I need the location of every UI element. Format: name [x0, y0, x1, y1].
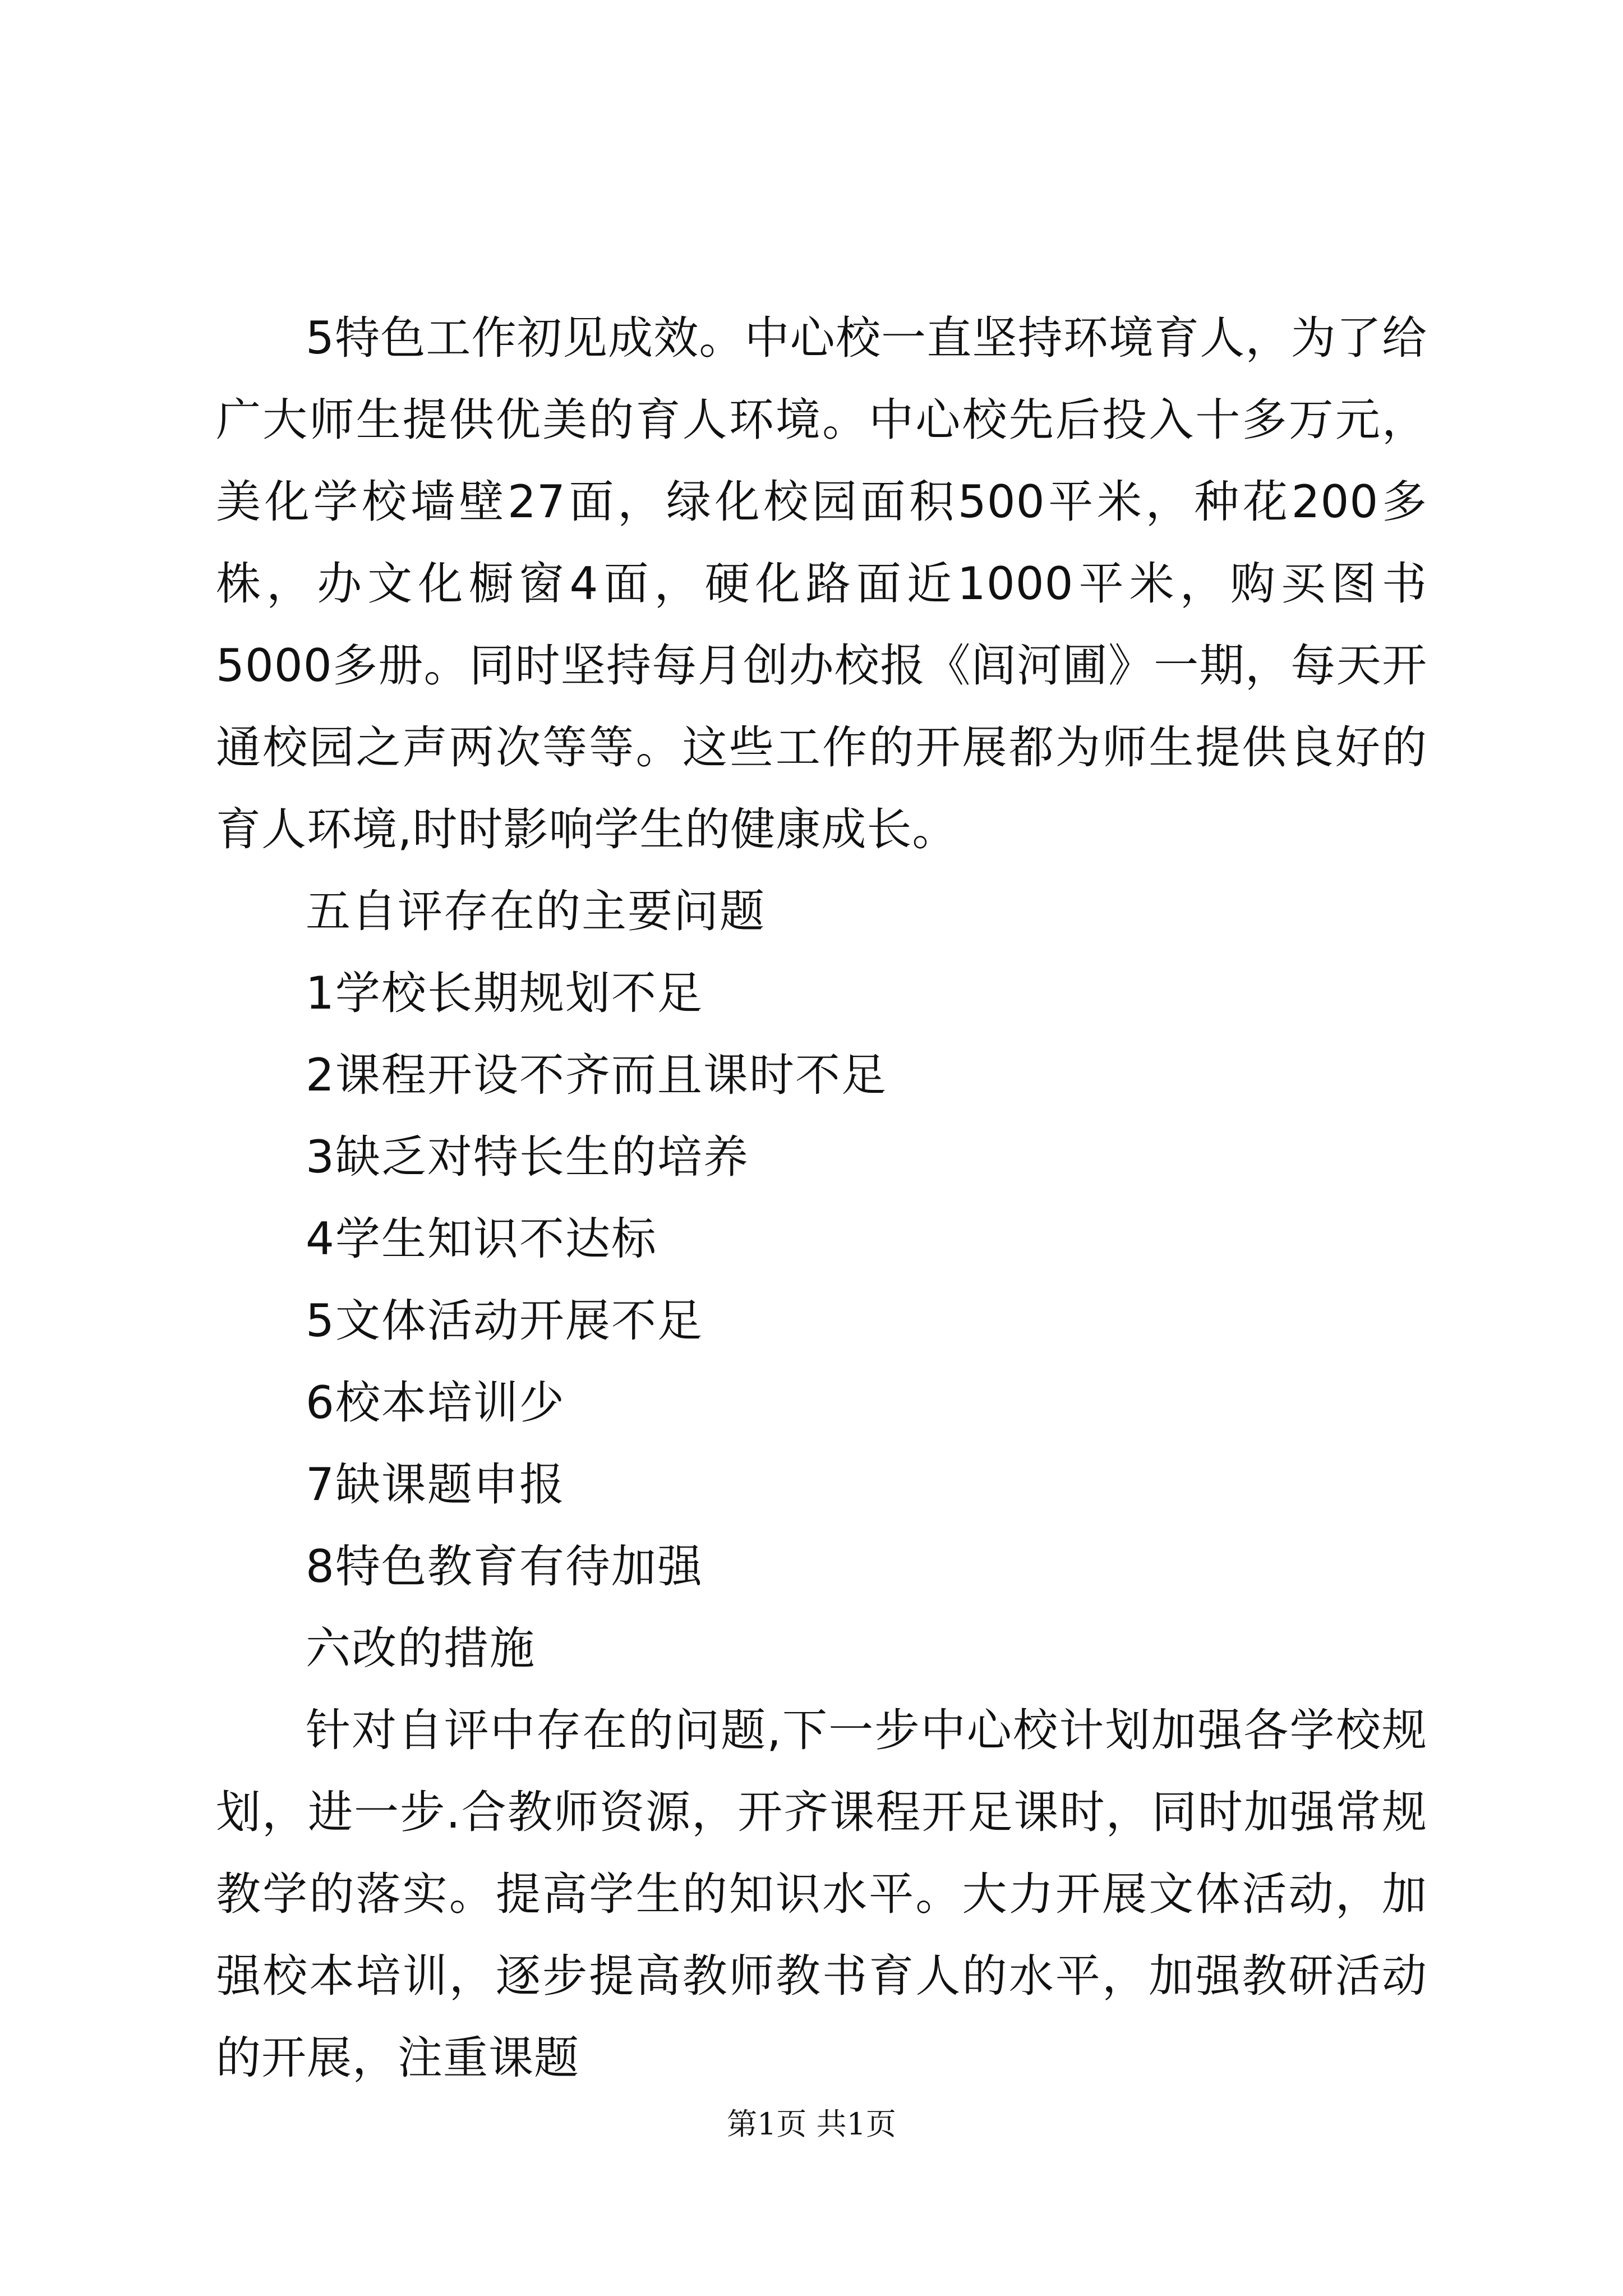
heading-improvement-measures: 六改的措施 [306, 1622, 536, 1674]
paragraph-measures: 针对自评中存在的问题,下一步中心校计划加强各学校规划，进一步.合教师资源，开齐课程开足课时，同时加强常规教学的落实。提高学生的知识水平。大力开展文体活动，加强校本培训，逐步提高教师教书育人的水平，加强教研活动的开展，注重课题 [216, 1704, 1427, 2084]
document-body [216, 297, 1427, 2099]
list-item: 1学校长期规划不足 [306, 967, 703, 1019]
page-footer: 第1页 共1页 [727, 2106, 896, 2142]
paragraph-special-work: 5特色工作初见成效。中心校一直坚持环境育人，为了给广大师生提供优美的育人环境。中心校先后投入十多万元，美化学校墙壁27面，绿化校园面积500平米，种花200多株，办文化橱窗4面，硬化路面近1000平米，购买图书5000多册。同时坚持每月创办校报《闾河圃》一期，每天开通校园之声两次等等。这些工作的开展都为师生提供良好的育人环境,时时影响学生的健康成长。 [216, 312, 1427, 855]
list-item: 3缺乏对特长生的培养 [306, 1131, 749, 1183]
list-item: 8特色教育有待加强 [306, 1540, 703, 1593]
list-item: 6校本培训少 [306, 1377, 565, 1429]
heading-self-evaluation-problems: 五自评存在的主要问题 [306, 885, 766, 937]
list-item: 2课程开设不齐而且课时不足 [306, 1049, 887, 1101]
list-item: 4学生知识不达标 [306, 1213, 657, 1265]
list-item: 5文体活动开展不足 [306, 1295, 703, 1347]
list-item: 7缺课题申报 [306, 1458, 565, 1511]
